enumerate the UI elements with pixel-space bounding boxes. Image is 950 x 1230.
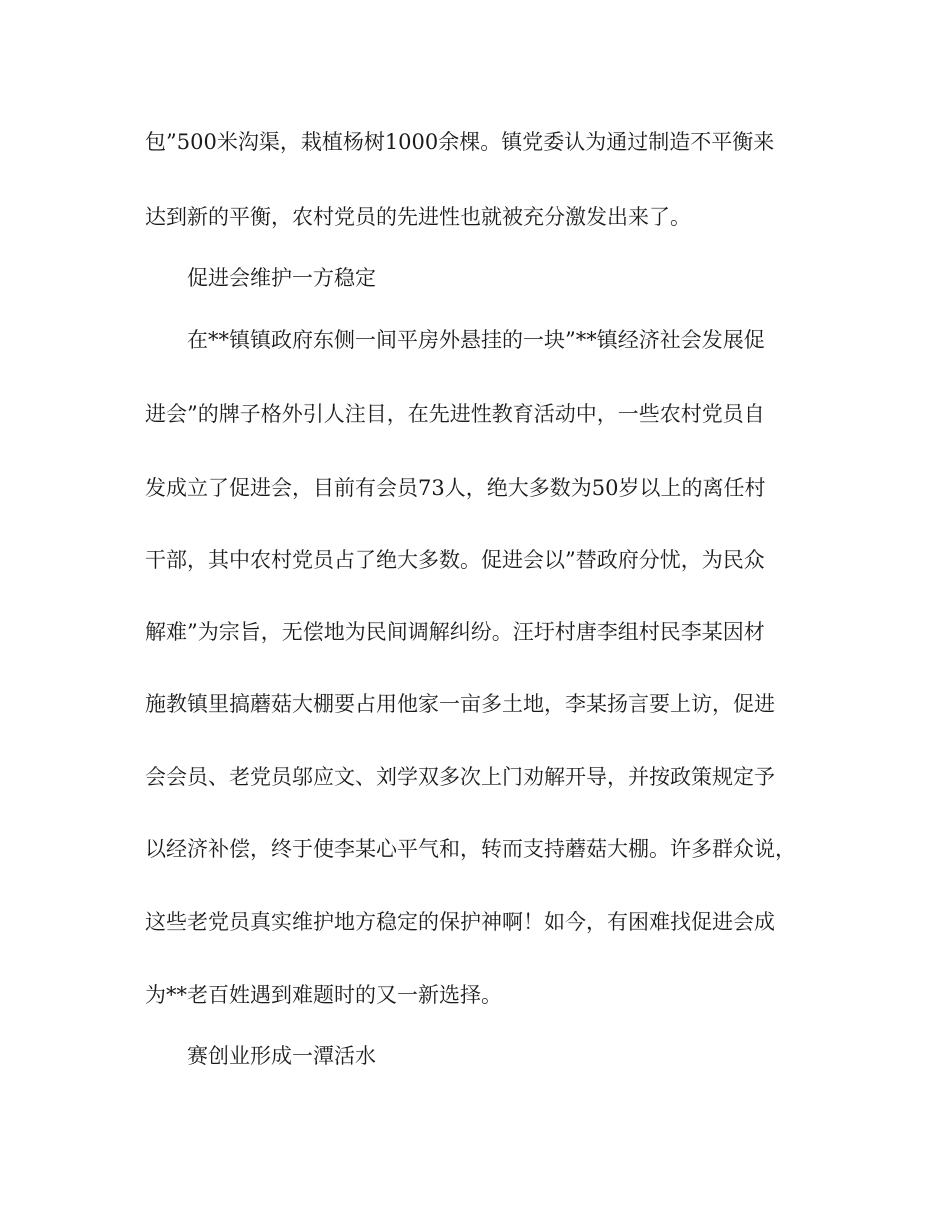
paragraph-line: 包”500米沟渠，栽植杨树1000余棵。镇党委认为通过制造不平衡来 bbox=[145, 130, 775, 154]
paragraph-line: 会会员、老党员邬应文、刘学双多次上门劝解开导，并按政策规定予 bbox=[145, 765, 775, 789]
paragraph-line: 为**老百姓遇到难题时的又一新选择。 bbox=[145, 983, 502, 1007]
section-heading: 赛创业形成一潭活水 bbox=[187, 1044, 376, 1068]
paragraph-line: 达到新的平衡，农村党员的先进性也就被充分激发出来了。 bbox=[145, 205, 691, 229]
paragraph-line: 发成立了促进会，目前有会员73人，绝大多数为50岁以上的离任村 bbox=[145, 476, 766, 500]
paragraph-line: 这些老党员真实维护地方稳定的保护神啊！如今，有困难找促进会成 bbox=[145, 910, 775, 934]
paragraph-line: 施教镇里搞蘑菇大棚要占用他家一亩多土地，李某扬言要上访，促进 bbox=[145, 692, 775, 716]
paragraph-line: 干部，其中农村党员占了绝大多数。促进会以”替政府分忧，为民众 bbox=[145, 548, 765, 572]
paragraph-line: 以经济补偿，终于使李某心平气和，转而支持蘑菇大棚。许多群众说， bbox=[145, 837, 796, 861]
paragraph-line: 进会”的牌子格外引人注目，在先进性教育活动中，一些农村党员自 bbox=[145, 402, 765, 426]
section-heading: 促进会维护一方稳定 bbox=[187, 266, 376, 290]
paragraph-line: 在**镇镇政府东侧一间平房外悬挂的一块”**镇经济社会发展促 bbox=[187, 328, 765, 352]
paragraph-line: 解难”为宗旨，无偿地为民间调解纠纷。汪圩村唐李组村民李某因材 bbox=[145, 620, 765, 644]
